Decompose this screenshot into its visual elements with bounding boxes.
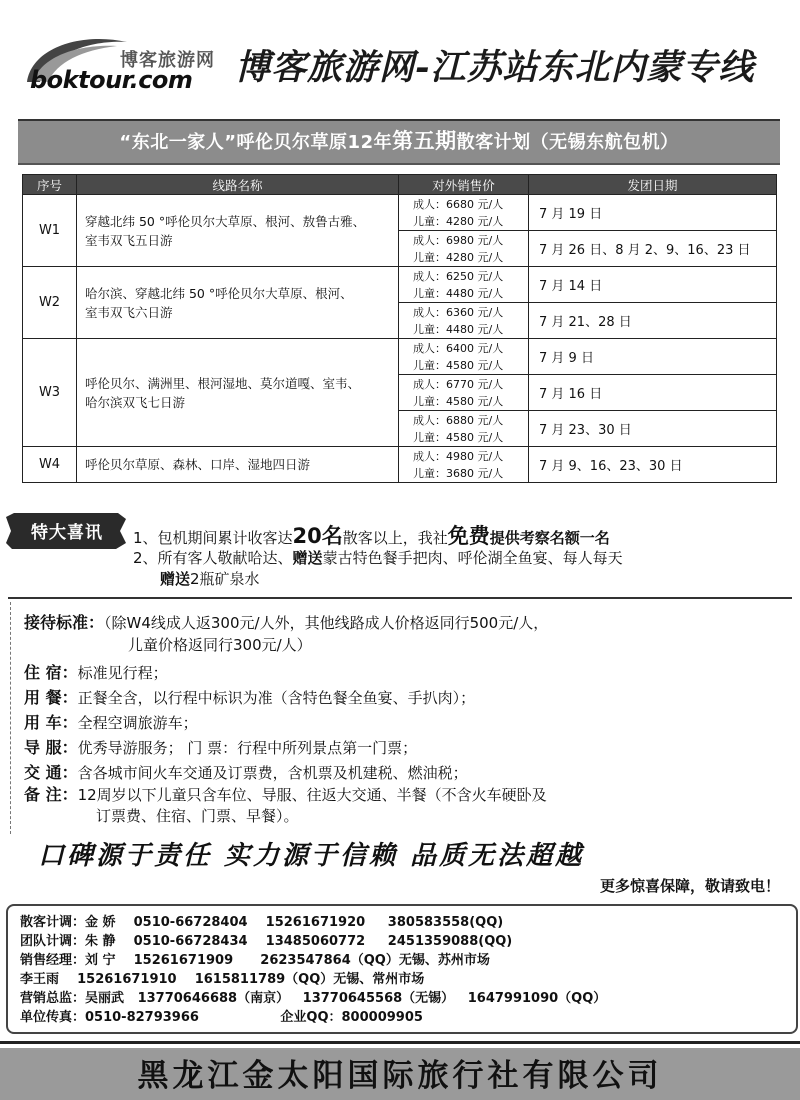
child-price: 儿童：4580 元/人 [413,430,504,444]
contact-line: 销售经理：刘 宁 15261671909 2623547864（QQ）无锡、苏州市场 [20,953,490,968]
term-key: 住 宿： [24,663,78,682]
company-name: 黑龙江金太阳国际旅行社有限公司 [137,1058,663,1094]
table-row [23,447,777,483]
term-value: 正餐全含，以行程中标识为准（含特色餐全鱼宴、手扒肉）； [77,689,476,707]
adult-price: 成人：4980 元/人 [413,449,504,463]
news-highlight: 赠送 [292,549,323,567]
date-cell: 7 月 9 日 [529,339,777,375]
header-cell: 线路名称 [77,175,399,195]
term-value-cont: 订票费、住宿、门票、早餐）。 [96,807,299,825]
child-price: 儿童：4580 元/人 [413,358,504,372]
header-cell: 序号 [23,175,77,195]
news-highlight: 20名 [292,524,343,548]
adult-price: 成人：6250 元/人 [413,269,504,283]
price-cell [399,303,529,339]
route-name-line: 穿越北纬 50 °呼伦贝尔大草原、根河、敖鲁古雅、 [85,213,366,229]
table-header-row [23,175,777,195]
route-name [77,195,399,267]
news-item [133,547,623,568]
divider [8,597,792,599]
news-text: 2瓶矿泉水 [190,570,260,588]
price-cell [399,231,529,267]
date-cell: 7 月 19 日 [529,195,777,231]
news-text: 1、包机期间累计收客达 [133,529,293,547]
adult-price: 成人：6360 元/人 [413,305,504,319]
price-cell [399,339,529,375]
date-cell: 7 月 14 日 [529,267,777,303]
term-key: 用 餐： [24,688,78,707]
adult-price: 成人：6400 元/人 [413,341,504,355]
adult-price: 成人：6770 元/人 [413,377,504,391]
term-reception-standard [24,610,548,633]
contact-line: 李王雨 15261671910 1615811789（QQ）无锡、常州市场 [20,972,425,987]
header-cell: 对外销售价 [399,175,529,195]
route-table [22,174,777,483]
table-row [23,195,777,231]
slogan: 口碑源于责任 实力源于信赖 品质无法超越 [38,841,585,871]
logo-en-text: boktour.com [30,66,193,94]
term-value: 优秀导游服务； 门 票：行程中所列景点第一门票； [77,739,418,757]
date-cell: 7 月 21、28 日 [529,303,777,339]
term-key: 导 服： [24,738,78,757]
news-item [160,568,260,589]
term-notes [24,782,547,805]
adult-price: 成人：6880 元/人 [413,413,504,427]
route-code: W4 [23,447,77,483]
term-key: 接待标准： [24,613,105,632]
adult-price: 成人：6980 元/人 [413,233,504,247]
route-name [77,339,399,447]
news-highlight: 免费 [447,524,490,548]
price-cell [399,375,529,411]
route-code: W1 [23,195,77,267]
subtitle-text [18,119,780,163]
term-key: 用 车： [24,713,78,732]
contact-line: 散客计调：金 娇 0510-66728404 15261671920 380583558(QQ) [20,915,504,930]
logo-cn-text: 博客旅游网 [120,50,215,71]
news-item [133,520,610,550]
child-price: 儿童：4280 元/人 [413,214,504,228]
route-name-line: 呼伦贝尔、满洲里、根河湿地、莫尔道嘎、室韦、 [85,375,361,391]
contact-line: 团队计调：朱 静 0510-66728434 13485060772 2451359088(QQ) [20,934,513,949]
price-cell [399,195,529,231]
special-news-label: 特大喜讯 [31,523,103,543]
subtitle-part1: “东北一家人”呼伦贝尔草原12年 [119,132,393,153]
news-text: 蒙古特色餐手把肉、呼伦湖全鱼宴、每人每天 [322,549,623,567]
child-price: 儿童：4280 元/人 [413,250,504,264]
footer-divider [0,1041,800,1044]
contact-line: 营销总监：吴丽武 13770646688（南京） 13770645568（无锡） 1647991090（QQ） [20,991,607,1006]
route-name-line: 呼伦贝尔草原、森林、口岸、湿地四日游 [85,457,311,472]
term-key: 交 通： [24,763,78,782]
term-value: 12周岁以下儿童只含车位、导服、往返大交通、半餐（不含火车硬卧及 [77,786,547,804]
route-code: W3 [23,339,77,447]
table-row [23,339,777,375]
child-price: 儿童：4580 元/人 [413,394,504,408]
term-meals [24,685,475,708]
term-transport [24,760,468,783]
price-cell [399,411,529,447]
route-name-line: 哈尔滨、穿越北纬 50 °呼伦贝尔大草原、根河、 [85,285,353,301]
date-cell: 7 月 23、30 日 [529,411,777,447]
date-cell: 7 月 26 日、8 月 2、9、16、23 日 [529,231,777,267]
route-name-line: 室韦双飞五日游 [85,232,173,248]
sub-slogan: 更多惊喜保障，敬请致电！ [599,877,780,895]
date-cell: 7 月 16 日 [529,375,777,411]
term-value: 含各城市间火车交通及订票费，含机票及机建税、燃油税； [77,764,468,782]
news-highlight: 赠送 [160,570,191,588]
news-text: 2、所有客人敬献哈达、 [133,549,293,567]
price-cell [399,267,529,303]
term-vehicle [24,710,198,733]
term-key: 备 注： [24,785,78,804]
contact-line: 单位传真：0510-82793966 企业QQ：800009905 [20,1010,423,1025]
term-guide [24,735,417,758]
subtitle-part3: 散客计划（无锡东航包机） [456,132,679,153]
route-name [77,267,399,339]
route-name-line: 哈尔滨双飞七日游 [85,394,186,410]
route-name-line: 室韦双飞六日游 [85,304,173,320]
term-accommodation [24,660,168,683]
child-price: 儿童：3680 元/人 [413,466,504,480]
term-value: 标准见行程； [77,664,168,682]
price-cell [399,447,529,483]
child-price: 儿童：4480 元/人 [413,322,504,336]
adult-price: 成人：6680 元/人 [413,197,504,211]
child-price: 儿童：4480 元/人 [413,286,504,300]
news-text: 提供考察名额一名 [489,529,610,547]
route-name [77,447,399,483]
subtitle-part2: 第五期 [392,129,457,153]
date-cell: 7 月 9、16、23、30 日 [529,447,777,483]
page-title: 博客旅游网-江苏站东北内蒙专线 [235,47,755,88]
news-text: 散客以上，我社 [342,529,448,547]
table-row [23,267,777,303]
term-value: 全程空调旅游车； [77,714,198,732]
term-value-cont: 儿童价格返同行300元/人） [128,636,312,654]
term-value: （除W4线成人返300元/人外，其他线路成人价格返同行500元/人， [104,614,549,632]
header-cell: 发团日期 [529,175,777,195]
route-code: W2 [23,267,77,339]
